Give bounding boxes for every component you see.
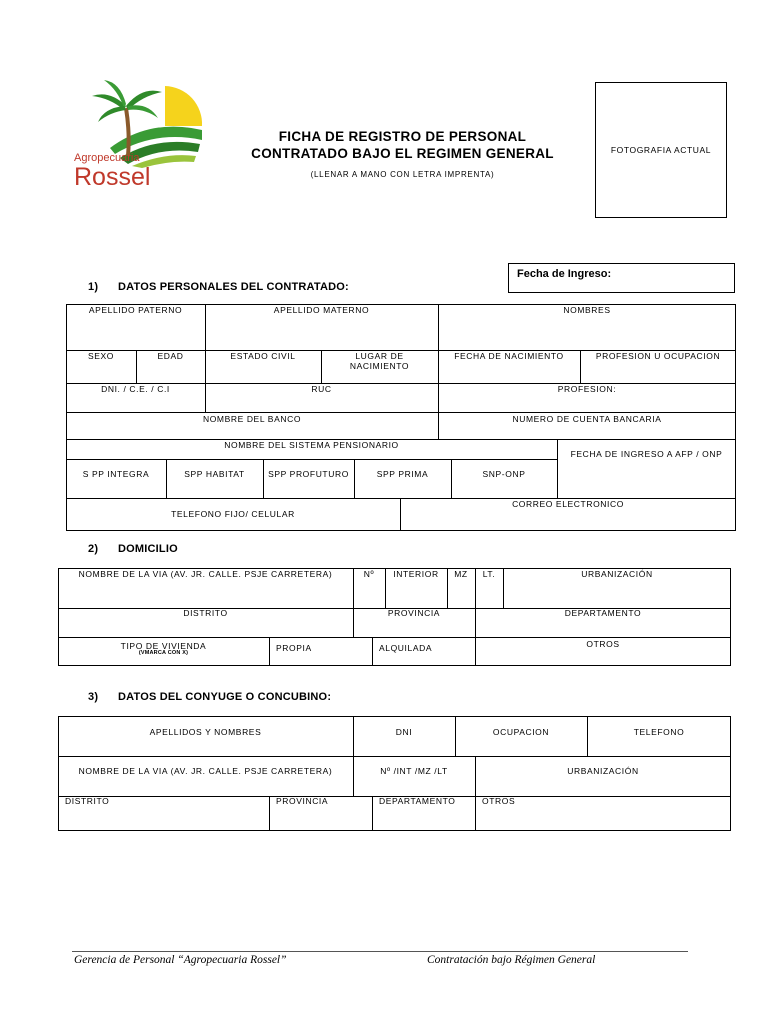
footer-left: Gerencia de Personal “Agropecuaria Rossel” xyxy=(74,954,287,966)
sistema-pensionario-label: NOMBRE DEL SISTEMA PENSIONARIO xyxy=(224,440,399,450)
edad-label: EDAD xyxy=(157,351,184,361)
conyuge-telefono-label: TELEFONO xyxy=(633,727,685,737)
conyuge-provincia-label: PROVINCIA xyxy=(276,796,329,806)
propia-option[interactable]: PROPIA xyxy=(276,643,312,653)
logo-text-main: Rossel xyxy=(74,163,151,191)
profesion-label: PROFESION: xyxy=(557,384,617,394)
lt-label: LT. xyxy=(482,569,496,579)
cuenta-label: NUMERO DE CUENTA BANCARIA xyxy=(512,414,662,424)
nombres-label: NOMBRES xyxy=(563,305,611,315)
conyuge-nombres-label: APELLIDOS Y NOMBRES xyxy=(149,727,262,737)
conyuge-urbanizacion-label: URBANIZACIÓN xyxy=(567,766,639,776)
apellido-paterno-label: APELLIDO PATERNO xyxy=(88,305,183,315)
photo-label: FOTOGRAFIA ACTUAL xyxy=(610,145,712,155)
departamento-label: DEPARTAMENTO xyxy=(564,608,642,618)
section3-title: DATOS DEL CONYUGE O CONCUBINO: xyxy=(118,691,332,703)
company-logo xyxy=(70,78,205,196)
logo-text-top: Agropecuaria xyxy=(74,152,140,164)
telefono-label: TELEFONO FIJO/ CELULAR xyxy=(171,509,295,519)
ruc-label: RUC xyxy=(311,384,332,394)
conyuge-dni-label: DNI xyxy=(395,727,413,737)
conyuge-num-label: Nº /INT /MZ /LT xyxy=(380,766,448,776)
entry-date-label: Fecha de Ingreso: xyxy=(517,268,612,280)
conyuge-departamento-label: DEPARTAMENTO xyxy=(379,796,456,806)
apellido-materno-label: APELLIDO MATERNO xyxy=(273,305,370,315)
spp-habitat-option[interactable]: SPP HABITAT xyxy=(184,469,245,479)
alquilada-option[interactable]: ALQUILADA xyxy=(379,643,433,653)
banco-label: NOMBRE DEL BANCO xyxy=(202,414,302,424)
conyuge-distrito-label: DISTRITO xyxy=(65,796,110,806)
section1-title: DATOS PERSONALES DEL CONTRATADO: xyxy=(118,281,349,293)
profesion-ocupacion-label: PROFESION U OCUPACION xyxy=(595,351,721,361)
fecha-afp-label: FECHA DE INGRESO A AFP / ONP xyxy=(570,449,723,459)
section2-title: DOMICILIO xyxy=(118,543,178,555)
spp-profuturo-option[interactable]: SPP PROFUTURO xyxy=(268,469,349,479)
entry-date-field[interactable] xyxy=(508,263,735,293)
conyuge-otros-label: OTROS xyxy=(482,796,516,806)
form-title-line1: FICHA DE REGISTRO DE PERSONAL xyxy=(278,129,527,144)
photo-box[interactable] xyxy=(595,82,727,218)
via-label: NOMBRE DE LA VIA (AV. JR. CALLE. PSJE CARRETERA) xyxy=(78,569,333,579)
tipo-vivienda-note: (VMARCA CON X) xyxy=(138,650,189,656)
distrito-label: DISTRITO xyxy=(183,608,228,618)
section2-number: 2) xyxy=(88,543,99,555)
snp-onp-option[interactable]: SNP-ONP xyxy=(482,469,526,479)
spp-prima-option[interactable]: SPP PRIMA xyxy=(376,469,429,479)
form-title-line2: CONTRATADO BAJO EL REGIMEN GENERAL xyxy=(251,146,554,161)
footer-divider xyxy=(72,951,688,952)
estado-civil-label: ESTADO CIVIL xyxy=(230,351,296,361)
section1-number: 1) xyxy=(88,281,99,293)
provincia-label: PROVINCIA xyxy=(387,608,441,618)
spp-integra-option[interactable]: S PP INTEGRA xyxy=(82,469,150,479)
tipo-vivienda-label: TIPO DE VIVIENDA xyxy=(120,641,207,651)
conyuge-ocupacion-label: OCUPACION xyxy=(492,727,550,737)
fecha-nacimiento-label: FECHA DE NACIMIENTO xyxy=(454,351,564,361)
conyuge-via-label: NOMBRE DE LA VIA (AV. JR. CALLE. PSJE CARRETERA) xyxy=(78,766,333,776)
correo-label: CORREO ELECTRONICO xyxy=(512,499,624,509)
urbanizacion-label: URBANIZACIÓN xyxy=(581,569,653,579)
sexo-label: SEXO xyxy=(87,351,115,361)
interior-label: INTERIOR xyxy=(393,569,439,579)
form-subtitle: (LLENAR A MANO CON LETRA IMPRENTA) xyxy=(310,170,495,179)
dni-label: DNI. / C.E. / C.I xyxy=(101,384,170,394)
otros-option[interactable]: OTROS xyxy=(586,639,620,649)
section3-number: 3) xyxy=(88,691,99,703)
numero-label: Nº xyxy=(363,569,375,579)
footer-right: Contratación bajo Régimen General xyxy=(427,954,596,966)
lugar-nacimiento-label-2: NACIMIENTO xyxy=(349,361,410,371)
lugar-nacimiento-label-1: LUGAR DE xyxy=(355,351,404,361)
mz-label: MZ xyxy=(454,569,468,579)
